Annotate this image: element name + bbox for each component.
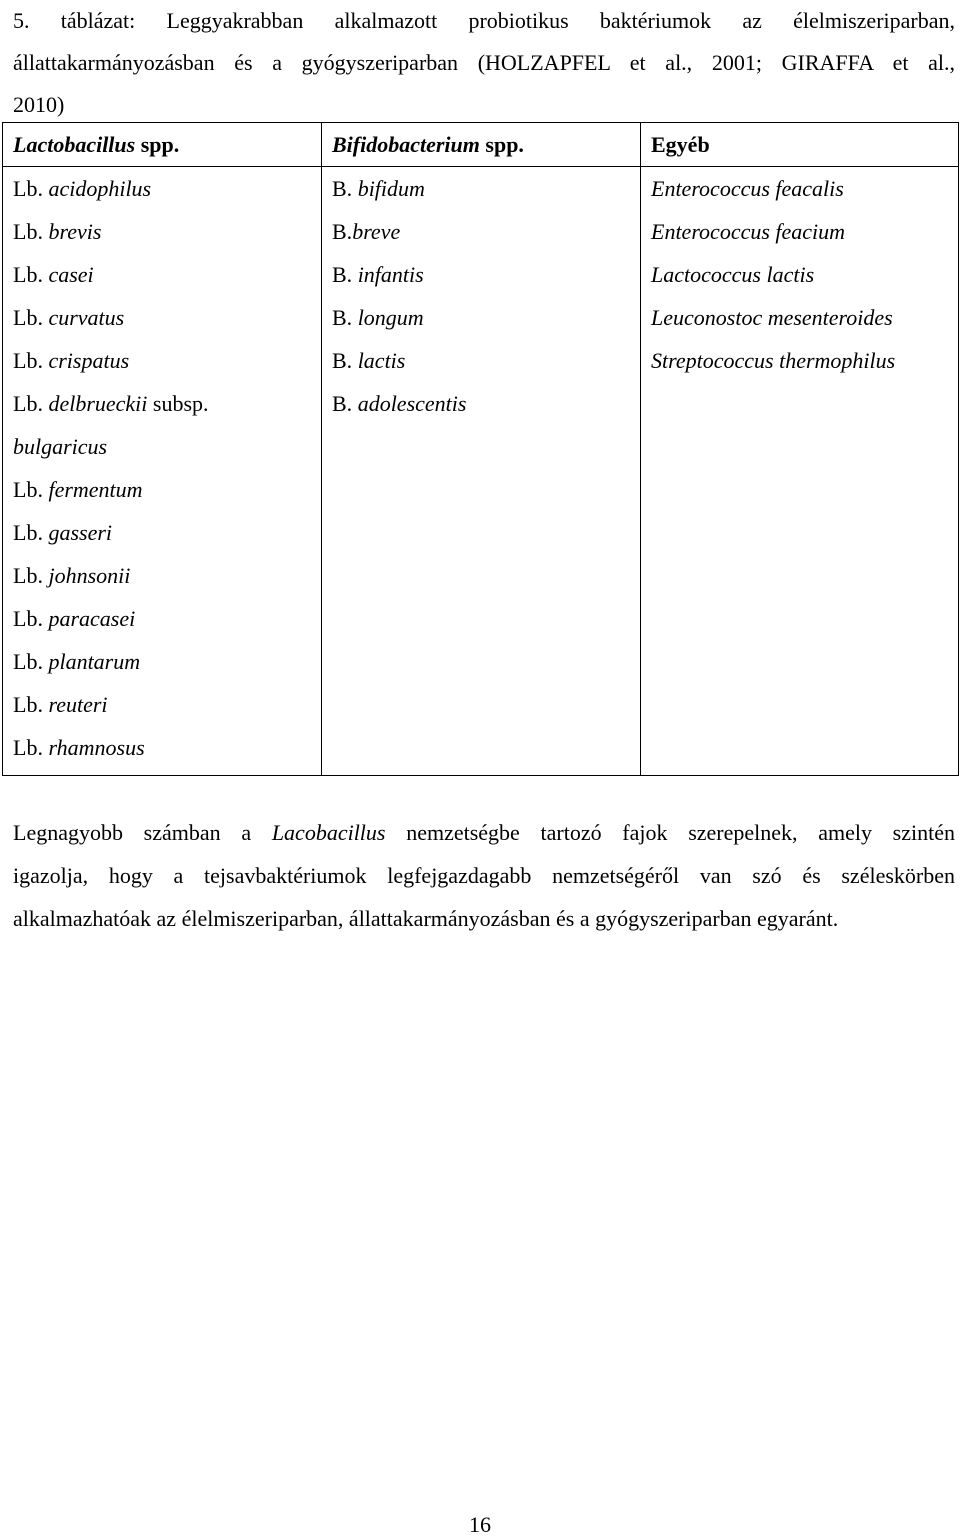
species-subsp-label: subsp. <box>147 391 209 416</box>
header-lactobacillus-suffix: spp. <box>135 132 180 157</box>
list-item <box>332 296 640 339</box>
list-item <box>13 468 321 511</box>
list-item <box>332 253 640 296</box>
species-name: breve <box>352 219 401 244</box>
species-prefix: B. <box>332 176 353 201</box>
species-prefix: B. <box>332 391 353 416</box>
paragraph-line-2: igazolja, hogy a tejsavbaktériumok legfejgazdagabb nemzetségéről van szó és széleskörben <box>13 863 955 888</box>
paragraph-genus: Lacobacillus <box>271 820 386 845</box>
header-bifidobacterium <box>322 123 641 167</box>
species-prefix: Lb. <box>13 391 43 416</box>
species-name: longum <box>352 305 424 330</box>
species-name: plantarum <box>42 649 141 674</box>
list-item <box>13 511 321 554</box>
table-caption <box>13 0 955 126</box>
paragraph-line-3: alkalmazhatóak az élelmiszeriparban, állattakarmányozásban és a gyógyszeriparban egyaránt. <box>13 906 839 931</box>
caption-line-1: 5. táblázat: Leggyakrabban alkalmazott probiotikus baktériumok az élelmiszeriparban, <box>13 8 955 33</box>
page-number: 16 <box>469 1512 491 1537</box>
species-prefix: B. <box>332 305 353 330</box>
paragraph-text: nemzetségbe tartozó fajok szerepelnek, amely szintén <box>385 820 955 845</box>
list-item <box>332 382 640 425</box>
other-species-list <box>641 167 959 776</box>
species-name: delbrueckii <box>42 391 148 416</box>
species-prefix: B. <box>332 348 353 373</box>
species-prefix: Lb. <box>13 692 43 717</box>
species-name: crispatus <box>42 348 130 373</box>
table-header-row <box>3 123 959 167</box>
species-prefix: Lb. <box>13 348 43 373</box>
list-item <box>13 683 321 726</box>
list-item-continuation: bulgaricus <box>13 434 108 459</box>
species-prefix: Lb. <box>13 477 43 502</box>
species-name: fermentum <box>42 477 143 502</box>
header-other: Egyéb <box>641 123 959 167</box>
species-prefix: B. <box>332 262 353 287</box>
species-prefix: Lb. <box>13 649 43 674</box>
species-name: gasseri <box>42 520 113 545</box>
species-name: curvatus <box>42 305 125 330</box>
list-item: Leuconostoc mesenteroides <box>651 305 893 330</box>
species-name: casei <box>42 262 94 287</box>
list-item <box>13 339 321 382</box>
species-name: rhamnosus <box>42 735 145 760</box>
species-name: reuteri <box>42 692 108 717</box>
body-paragraph <box>13 811 955 940</box>
list-item <box>13 597 321 640</box>
species-name: johnsonii <box>42 563 131 588</box>
species-name: brevis <box>42 219 102 244</box>
probiotic-species-table <box>2 122 959 776</box>
species-prefix: Lb. <box>13 219 43 244</box>
list-item: Enterococcus feacium <box>651 219 846 244</box>
list-item <box>13 640 321 683</box>
species-name: infantis <box>352 262 424 287</box>
list-item: Streptococcus thermophilus <box>651 348 896 373</box>
species-prefix: Lb. <box>13 563 43 588</box>
list-item: Lactococcus lactis <box>651 262 815 287</box>
list-item <box>13 554 321 597</box>
species-prefix: Lb. <box>13 520 43 545</box>
species-prefix: Lb. <box>13 735 43 760</box>
species-name: lactis <box>352 348 406 373</box>
table-body-row <box>3 167 959 776</box>
bifidobacterium-list <box>322 167 641 776</box>
species-prefix: B. <box>332 219 353 244</box>
species-prefix: Lb. <box>13 262 43 287</box>
list-item <box>332 167 640 210</box>
list-item: Enterococcus feacalis <box>651 176 844 201</box>
paragraph-text: Legnagyobb számban a <box>13 820 272 845</box>
paragraph-line-1 <box>13 811 955 854</box>
species-name: adolescentis <box>352 391 467 416</box>
species-name: paracasei <box>42 606 136 631</box>
list-item <box>13 167 321 210</box>
caption-line-2: állattakarmányozásban és a gyógyszeriparban (HOLZAPFEL et al., 2001; GIRAFFA et al., <box>13 50 955 75</box>
header-bifidobacterium-genus: Bifidobacterium <box>332 132 480 157</box>
caption-line-3: 2010) <box>13 92 65 117</box>
species-prefix: Lb. <box>13 606 43 631</box>
lactobacillus-list <box>3 167 322 776</box>
species-name: bifidum <box>352 176 425 201</box>
list-item <box>332 339 640 382</box>
list-item <box>13 726 321 769</box>
list-item <box>13 296 321 339</box>
species-prefix: Lb. <box>13 305 43 330</box>
species-prefix: Lb. <box>13 176 43 201</box>
list-item <box>13 382 321 425</box>
header-lactobacillus <box>3 123 322 167</box>
header-bifidobacterium-suffix: spp. <box>479 132 524 157</box>
species-name: acidophilus <box>42 176 152 201</box>
list-item <box>13 210 321 253</box>
list-item <box>332 210 640 253</box>
header-lactobacillus-genus: Lactobacillus <box>13 132 136 157</box>
list-item <box>13 253 321 296</box>
